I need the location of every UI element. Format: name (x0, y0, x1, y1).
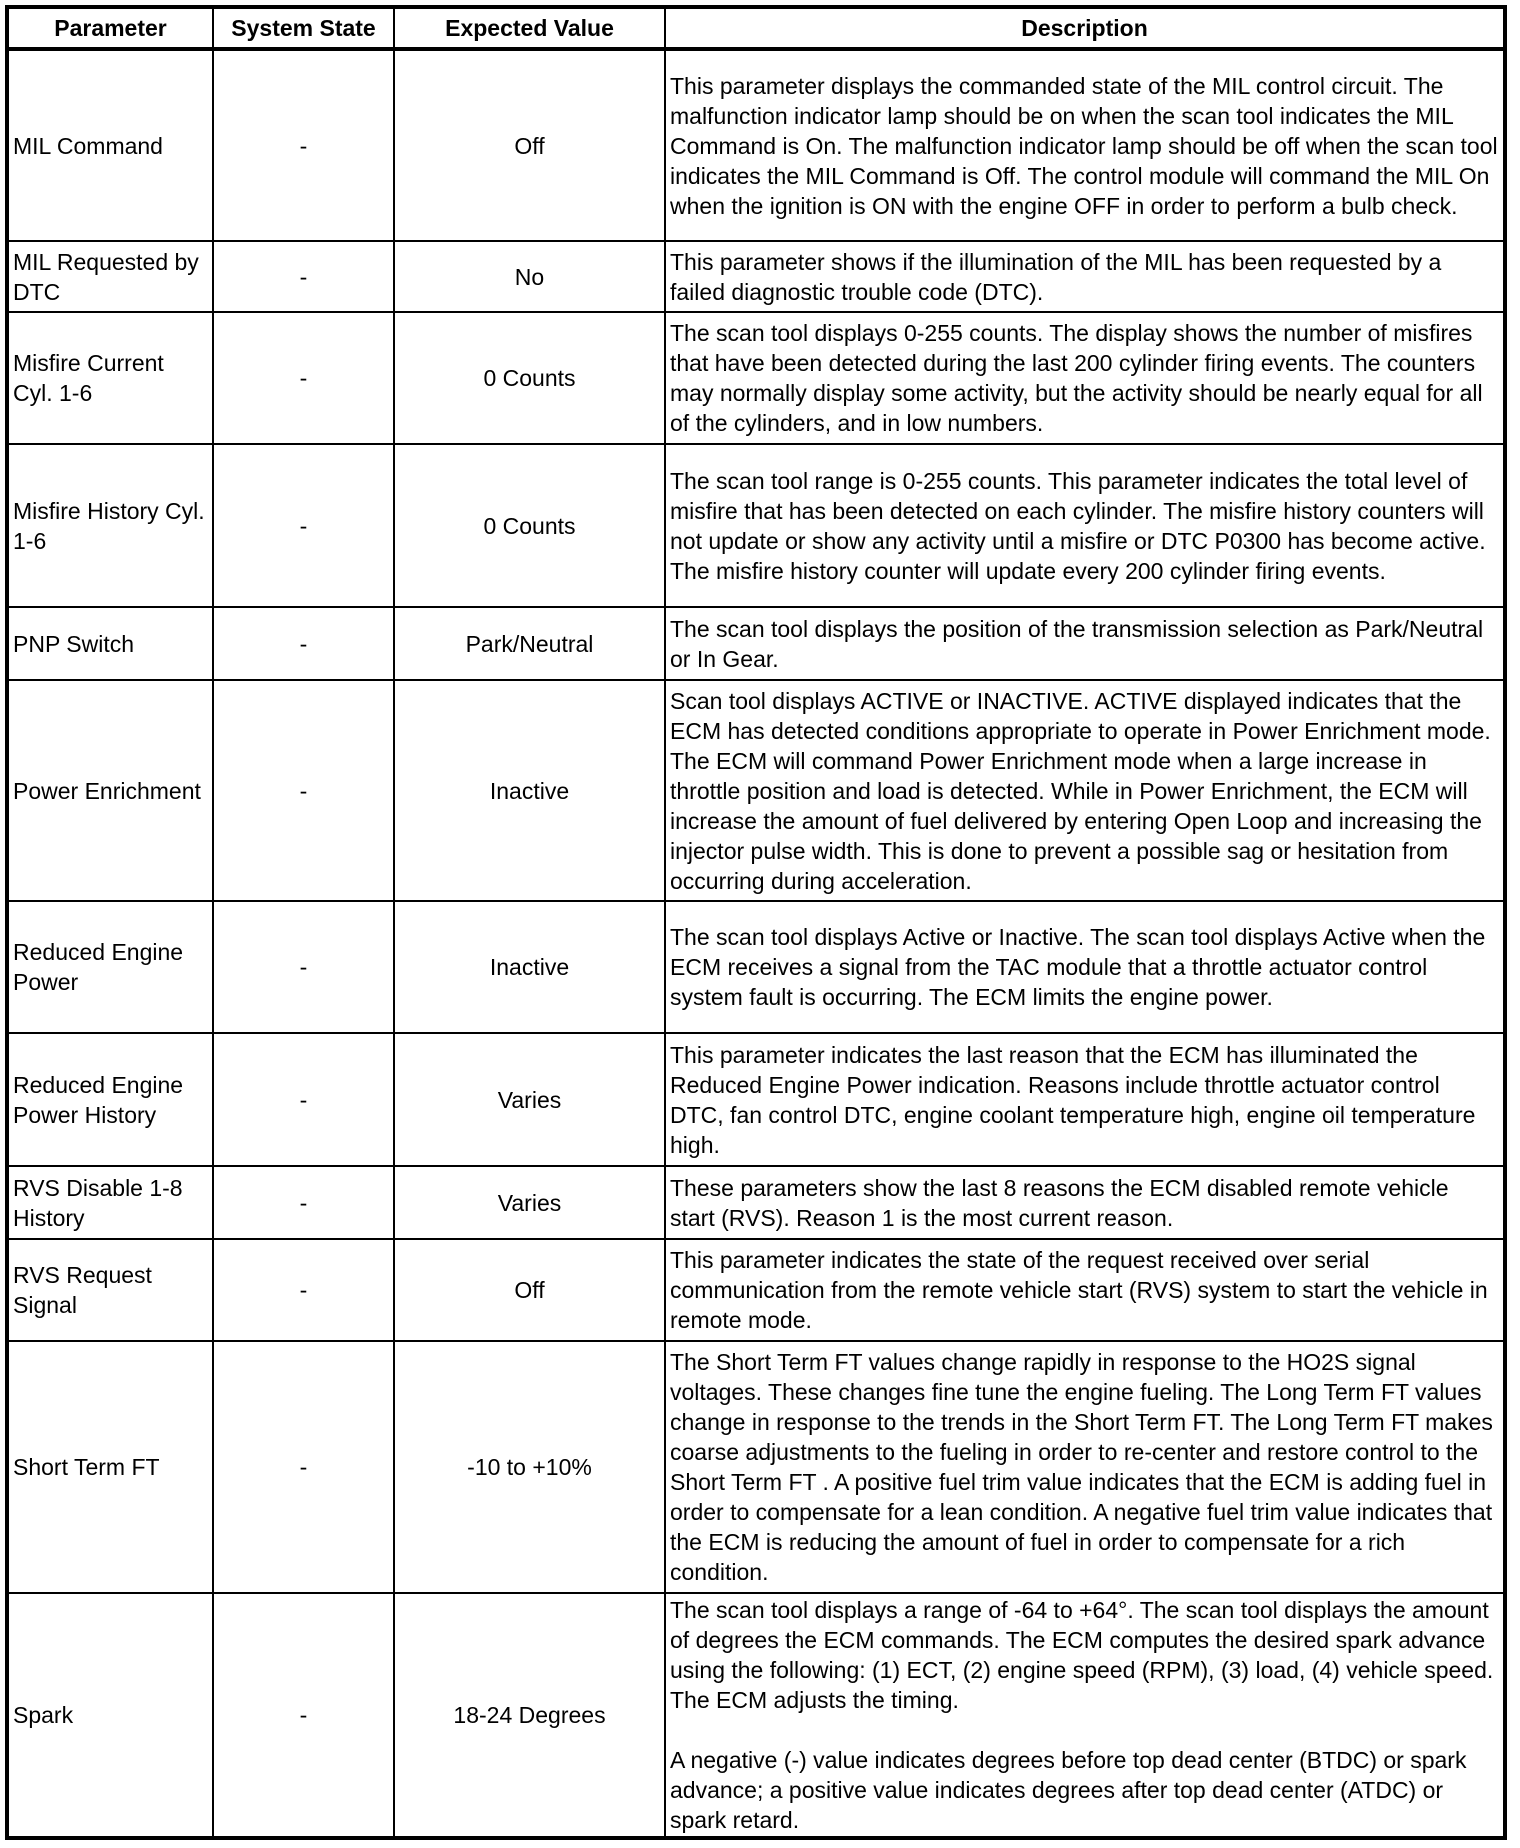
parameter-cell: RVS Disable 1-8 History (7, 1166, 213, 1239)
description-paragraph: The Short Term FT values change rapidly in response to the HO2S signal voltages. These changes fine tune the engine fueling. The Long Term FT values change in response to the trends in the Short Term FT. The Long Term FT makes coarse adjustments to the fueling in order to re-center and restore control to the Short Term FT . A positive fuel trim value indicates that the ECM is adding fuel in order to compensate for a lean condition. A negative fuel trim value indicates that the ECM is reducing the amount of fuel in order to compensate for a rich condition. (670, 1349, 1493, 1585)
system-state-cell: - (213, 1239, 394, 1341)
expected-value-cell: Varies (394, 1033, 665, 1166)
header-system-state: System State (213, 7, 394, 49)
expected-value-cell: Off (394, 49, 665, 241)
description-paragraph: This parameter displays the commanded state of the MIL control circuit. The malfunction indicator lamp should be on when the scan tool indicates the MIL Command is On. The malfunction indicator lamp should be off when the scan tool indicates the MIL Command is Off. The control module will command the MIL On when the ignition is ON with the engine OFF in order to perform a bulb check. (670, 72, 1498, 219)
description-cell (665, 444, 1505, 607)
parameter-cell: Reduced Engine Power (7, 901, 213, 1033)
parameter-cell: Reduced Engine Power History (7, 1033, 213, 1166)
description-paragraph: The scan tool displays a range of -64 to +64°. The scan tool displays the amount of degrees the ECM commands. The ECM computes the desired spark advance using the following: (1) ECT, (2) engine speed (RPM), (3) load, (4) vehicle speed. The ECM adjusts the timing. (670, 1597, 1494, 1713)
table-row (7, 901, 1505, 1033)
description-cell (665, 1166, 1505, 1239)
description-cell (665, 312, 1505, 444)
header-expected-value: Expected Value (394, 7, 665, 49)
table-row (7, 241, 1505, 312)
description-paragraph: Scan tool displays ACTIVE or INACTIVE. ACTIVE displayed indicates that the ECM has detected conditions appropriate to operate in Power Enrichment mode. The ECM will command Power Enrichment mode when a large increase in throttle position and load is detected. While in Power Enrichment, the ECM will increase the amount of fuel delivered by entering Open Loop and increasing the injector pulse width. This is done to prevent a possible sag or hesitation from occurring during acceleration. (670, 687, 1491, 894)
system-state-cell: - (213, 680, 394, 901)
system-state-cell: - (213, 1166, 394, 1239)
table-row (7, 1593, 1505, 1838)
description-cell (665, 49, 1505, 241)
description-cell (665, 1593, 1505, 1838)
expected-value-cell: Inactive (394, 680, 665, 901)
parameter-cell: Misfire History Cyl. 1-6 (7, 444, 213, 607)
description-cell (665, 1239, 1505, 1341)
description-cell (665, 607, 1505, 680)
description-cell (665, 680, 1505, 901)
parameter-cell: MIL Requested by DTC (7, 241, 213, 312)
description-cell (665, 1341, 1505, 1593)
description-cell (665, 1033, 1505, 1166)
table-row (7, 607, 1505, 680)
description-paragraph: This parameter shows if the illumination of the MIL has been requested by a failed diagnostic trouble code (DTC). (670, 248, 1442, 305)
table-row (7, 1033, 1505, 1166)
parameter-cell: RVS Request Signal (7, 1239, 213, 1341)
expected-value-cell: 0 Counts (394, 444, 665, 607)
expected-value-cell: No (394, 241, 665, 312)
system-state-cell: - (213, 241, 394, 312)
description-paragraph: The scan tool range is 0-255 counts. This parameter indicates the total level of misfire that has been detected on each cylinder. The misfire history counters will not update or show any activity until a misfire or DTC P0300 has become active. The misfire history counter will update every 200 cylinder firing events. (670, 467, 1486, 584)
header-description: Description (665, 7, 1505, 49)
parameter-cell: PNP Switch (7, 607, 213, 680)
system-state-cell: - (213, 49, 394, 241)
expected-value-cell: Off (394, 1239, 665, 1341)
description-paragraph: The scan tool displays 0-255 counts. The display shows the number of misfires that have been detected during the last 200 cylinder firing events. The counters may normally display some activity, but the activity should be nearly equal for all of the cylinders, and in low numbers. (670, 320, 1483, 436)
system-state-cell: - (213, 312, 394, 444)
description-paragraph: This parameter indicates the state of the request received over serial communication from the remote vehicle start (RVS) system to start the vehicle in remote mode. (670, 1247, 1488, 1333)
parameter-cell: Short Term FT (7, 1341, 213, 1593)
system-state-cell: - (213, 444, 394, 607)
table-row (7, 444, 1505, 607)
system-state-cell: - (213, 901, 394, 1033)
table-row (7, 680, 1505, 901)
parameter-cell: Spark (7, 1593, 213, 1838)
system-state-cell: - (213, 1033, 394, 1166)
parameter-cell: Misfire Current Cyl. 1-6 (7, 312, 213, 444)
table-row (7, 49, 1505, 241)
table-row (7, 1239, 1505, 1341)
table-body (7, 49, 1505, 1838)
description-paragraph: The scan tool displays Active or Inactive. The scan tool displays Active when the ECM receives a signal from the TAC module that a throttle actuator control system fault is occurring. The ECM limits the engine power. (670, 924, 1486, 1010)
description-cell (665, 901, 1505, 1033)
description-paragraph: This parameter indicates the last reason that the ECM has illuminated the Reduced Engine Power indication. Reasons include throttle actuator control DTC, fan control DTC, engine coolant temperature high, engine oil temperature high. (670, 1041, 1476, 1158)
table-row (7, 1341, 1505, 1593)
header-parameter: Parameter (7, 7, 213, 49)
parameter-cell: MIL Command (7, 49, 213, 241)
expected-value-cell: Varies (394, 1166, 665, 1239)
parameter-cell: Power Enrichment (7, 680, 213, 901)
system-state-cell: - (213, 607, 394, 680)
parameter-table (5, 5, 1507, 1840)
description-paragraph: These parameters show the last 8 reasons the ECM disabled remote vehicle start (RVS). Reason 1 is the most current reason. (670, 1174, 1449, 1231)
expected-value-cell: -10 to +10% (394, 1341, 665, 1593)
expected-value-cell: 18-24 Degrees (394, 1593, 665, 1838)
expected-value-cell: Park/Neutral (394, 607, 665, 680)
system-state-cell: - (213, 1593, 394, 1838)
header-row (7, 7, 1505, 49)
description-cell (665, 241, 1505, 312)
expected-value-cell: 0 Counts (394, 312, 665, 444)
description-paragraph: The scan tool displays the position of the transmission selection as Park/Neutral or In Gear. (670, 615, 1484, 672)
table-row (7, 312, 1505, 444)
description-paragraph: A negative (-) value indicates degrees before top dead center (BTDC) or spark advance; a positive value indicates degrees after top dead center (ATDC) or spark retard. (670, 1747, 1467, 1833)
system-state-cell: - (213, 1341, 394, 1593)
table-row (7, 1166, 1505, 1239)
expected-value-cell: Inactive (394, 901, 665, 1033)
